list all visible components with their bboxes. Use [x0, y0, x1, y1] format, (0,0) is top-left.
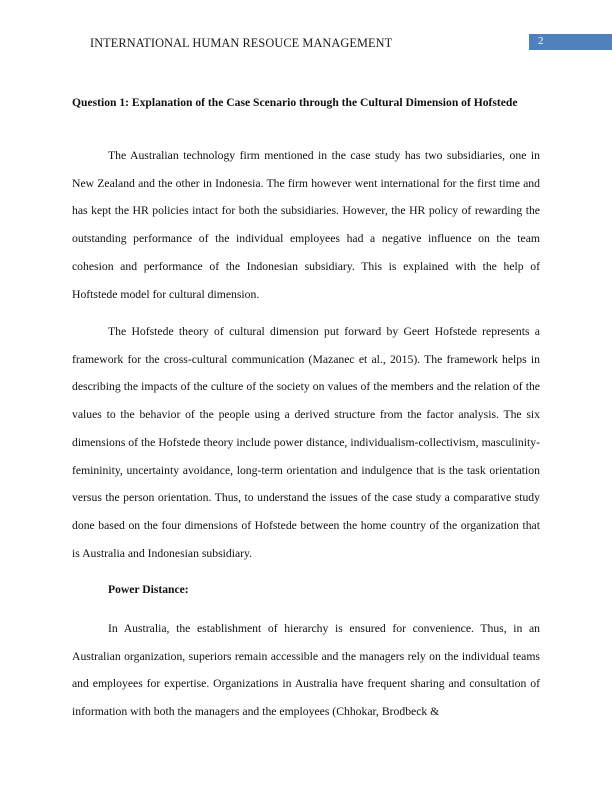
page-number-box: [529, 34, 612, 50]
paragraph-hofstede-theory: The Hofstede theory of cultural dimension put forward by Geert Hofstede represents a framework for the cross-cultural communication (Mazanec et al., 2015). The framework helps in describing the impacts of the culture of the society on values of the members and the relation of the values to the behavior of the people using a derived structure from the factor analysis. The six dimensions of the Hofstede theory include power distance, individualism-collectivism, masculinity-femininity, uncertainty avoidance, long-term orientation and indulgence that is the task orientation versus the person orientation. Thus, to understand the issues of the case study a comparative study done based on the four dimensions of Hofstede between the home country of the organization that is Australia and Indonesian subsidiary.: [72, 325, 540, 560]
page-number: 2: [538, 35, 544, 47]
section-heading: Question 1: Explanation of the Case Scenario through the Cultural Dimension of Hofstede: [72, 96, 518, 109]
running-head-title: INTERNATIONAL HUMAN RESOUCE MANAGEMENT: [90, 36, 393, 50]
subheading-power-distance: Power Distance:: [108, 583, 189, 596]
paragraph-power-distance: In Australia, the establishment of hierarchy is ensured for convenience. Thus, in an Australian organization, superiors remain accessible and the managers rely on the individual teams and employees for expertise. Organizations in Australia have frequent sharing and consultation of information with both the managers and the employees (Chhokar, Brodbeck &: [72, 622, 540, 719]
paragraph-intro: The Australian technology firm mentioned in the case study has two subsidiaries, one in New Zealand and the other in Indonesia. The firm however went international for the first time and has kept the HR policies intact for both the subsidiaries. However, the HR policy of rewarding the outstanding performance of the individual employees had a negative influence on the team cohesion and performance of the Indonesian subsidiary. This is explained with the help of Hoftstede model for cultural dimension.: [72, 149, 540, 301]
